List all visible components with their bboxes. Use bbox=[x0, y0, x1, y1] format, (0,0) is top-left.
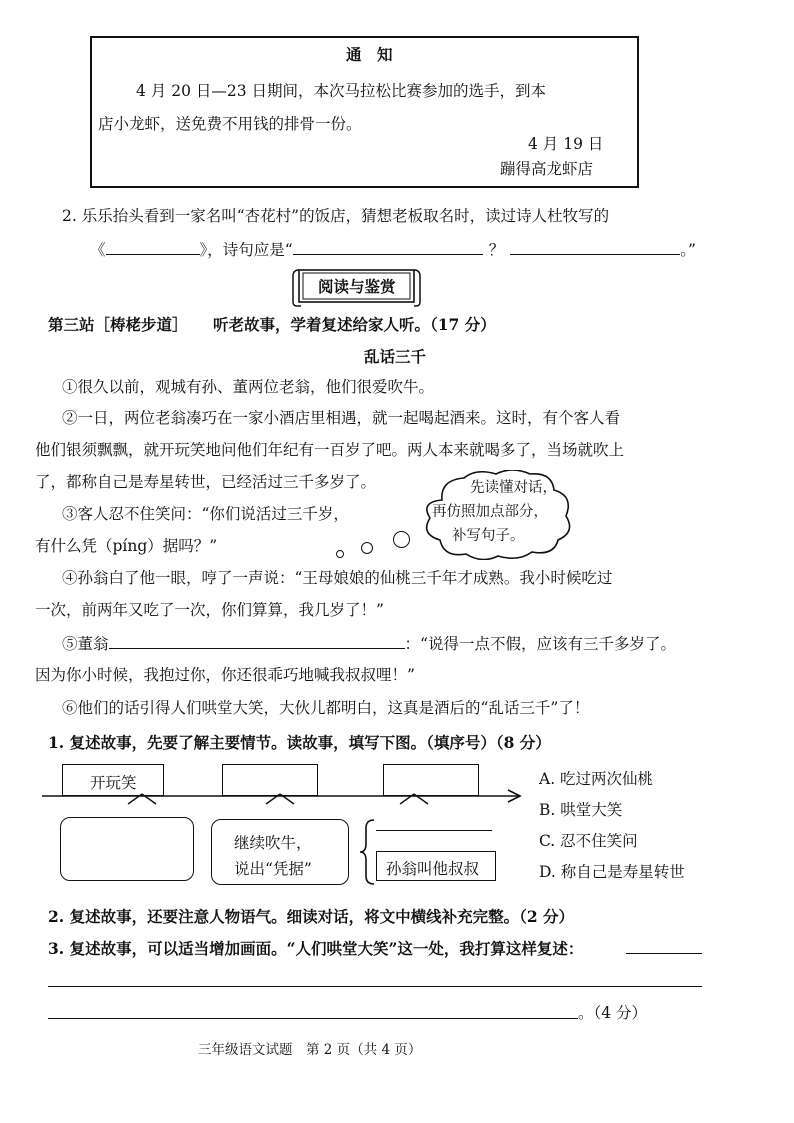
story-paragraph-2-line-1: ②一日，两位老翁凑巧在一家小酒店里相遇，就一起喝起酒来。这时，有个客人看 bbox=[62, 409, 621, 427]
story-paragraph-4-line-2: 一次，前两年又吃了一次，你们算算，我几岁了！” bbox=[35, 601, 384, 619]
notice-line-1: 4 月 20 日—23 日期间，本次马拉松比赛参加的选手，到本 bbox=[136, 82, 547, 100]
story-paragraph-2-line-2: 他们银须飘飘，就开玩笑地问他们年纪有一百岁了吧。两人本来就喝多了，当场就吹上 bbox=[35, 441, 625, 459]
book-title-close: 》，诗句应是“ bbox=[199, 241, 293, 259]
left-brace-icon bbox=[358, 818, 378, 886]
story-paragraph-6: ⑥他们的话引得人们哄堂大笑，大伙儿都明白，这真是酒后的“乱话三千”了！ bbox=[62, 699, 590, 717]
story-paragraph-4-line-1: ④孙翁白了他一眼，哼了一声说：“王母娘娘的仙桃三千年才成熟。我小时候吃过 bbox=[62, 569, 613, 587]
plot-box-6-label: 孙翁叫他叔叔 bbox=[386, 860, 480, 878]
hint-cloud-line-1: 先读懂对话， bbox=[470, 480, 557, 496]
plot-box-1-label: 开玩笑 bbox=[90, 774, 137, 792]
notice-signature: 蹦得高龙虾店 bbox=[500, 160, 594, 178]
sub-question-3: 3. 复述故事，可以适当增加画面。“人们哄堂大笑”这一处，我打算这样复述： bbox=[48, 939, 584, 958]
answer-line-1[interactable] bbox=[626, 953, 702, 954]
plot-box-3-blank[interactable] bbox=[383, 764, 479, 796]
poem-end-quote: 。” bbox=[680, 241, 696, 259]
poem-line-1-blank[interactable] bbox=[293, 238, 483, 255]
notice-line-2: 店小龙虾，送免费不用钱的排骨一份。 bbox=[98, 115, 362, 133]
brace-upper-blank[interactable] bbox=[376, 830, 492, 831]
story-title: 乱话三千 bbox=[364, 347, 427, 366]
paragraph-5-start: ⑤董翁 bbox=[62, 635, 109, 653]
hint-cloud-line-3: 补写句子。 bbox=[452, 528, 525, 544]
story-paragraph-1: ①很久以前，观城有孙、董两位老翁，他们很爱吹牛。 bbox=[62, 378, 435, 396]
answer-line-2[interactable] bbox=[48, 986, 702, 987]
question-2-text: 2. 乐乐抬头看到一家名叫“杏花村”的饭店，猜想老板取名时，读过诗人杜牧写的 bbox=[62, 207, 610, 225]
option-a: A. 吃过两次仙桃 bbox=[539, 770, 654, 788]
plot-box-5-line-2: 说出“凭据” bbox=[234, 860, 312, 878]
book-title-blank[interactable] bbox=[106, 238, 200, 255]
story-paragraph-5-line-1 bbox=[62, 632, 676, 655]
story-paragraph-3-line-2: 有什么凭（píng）据吗？” bbox=[35, 537, 218, 555]
option-b: B. 哄堂大笑 bbox=[539, 801, 623, 819]
option-d: D. 称自己是寿星转世 bbox=[539, 863, 685, 881]
station-label: 第三站［梼栳步道］ bbox=[48, 315, 188, 334]
sub-question-1: 1. 复述故事，先要了解主要情节。读故事，填写下图。（填序号）（8 分） bbox=[48, 733, 551, 752]
option-c: C. 忍不住笑问 bbox=[539, 832, 638, 850]
poem-question-mark: ？ bbox=[488, 241, 505, 259]
station-text: 听老故事，学着复述给家人听。（17 分） bbox=[213, 315, 496, 334]
section-title: 阅读与鉴赏 bbox=[318, 277, 396, 296]
thought-bubble-large-icon bbox=[393, 531, 410, 548]
notice-title: 通 知 bbox=[346, 45, 393, 64]
question-2-answer-line bbox=[90, 238, 696, 261]
dialogue-blank[interactable] bbox=[109, 632, 405, 649]
story-paragraph-5-line-2: 因为你小时候，我抱过你，你还很乖巧地喊我叔叔哩！” bbox=[35, 666, 415, 684]
hint-cloud-line-2: 再仿照加点部分， bbox=[432, 504, 548, 520]
story-paragraph-2-line-3: 了，都称自己是寿星转世，已经活过三千多岁了。 bbox=[35, 473, 377, 491]
book-title-open: 《 bbox=[90, 241, 106, 259]
story-paragraph-3-line-1: ③客人忍不住笑问：“你们说活过三千岁， bbox=[62, 505, 349, 523]
notice-date: 4 月 19 日 bbox=[528, 135, 604, 153]
plot-box-2-blank[interactable] bbox=[222, 764, 318, 796]
paragraph-5-end: ：“说得一点不假，应该有三千多岁了。 bbox=[404, 635, 676, 653]
thought-bubble-medium-icon bbox=[361, 542, 373, 554]
plot-box-5-line-1: 继续吹牛， bbox=[234, 834, 312, 852]
poem-line-2-blank[interactable] bbox=[510, 238, 680, 255]
plot-box-4-blank[interactable] bbox=[60, 817, 194, 881]
sub-question-2: 2. 复述故事，还要注意人物语气。细读对话，将文中横线补充完整。（2 分） bbox=[48, 907, 575, 926]
sub-question-3-score: 。（4 分） bbox=[578, 1004, 648, 1022]
thought-bubble-small-icon bbox=[336, 550, 344, 558]
page-footer: 三年级语文试题 第 2 页（共 4 页） bbox=[198, 1042, 422, 1058]
answer-line-3[interactable] bbox=[48, 1018, 578, 1019]
